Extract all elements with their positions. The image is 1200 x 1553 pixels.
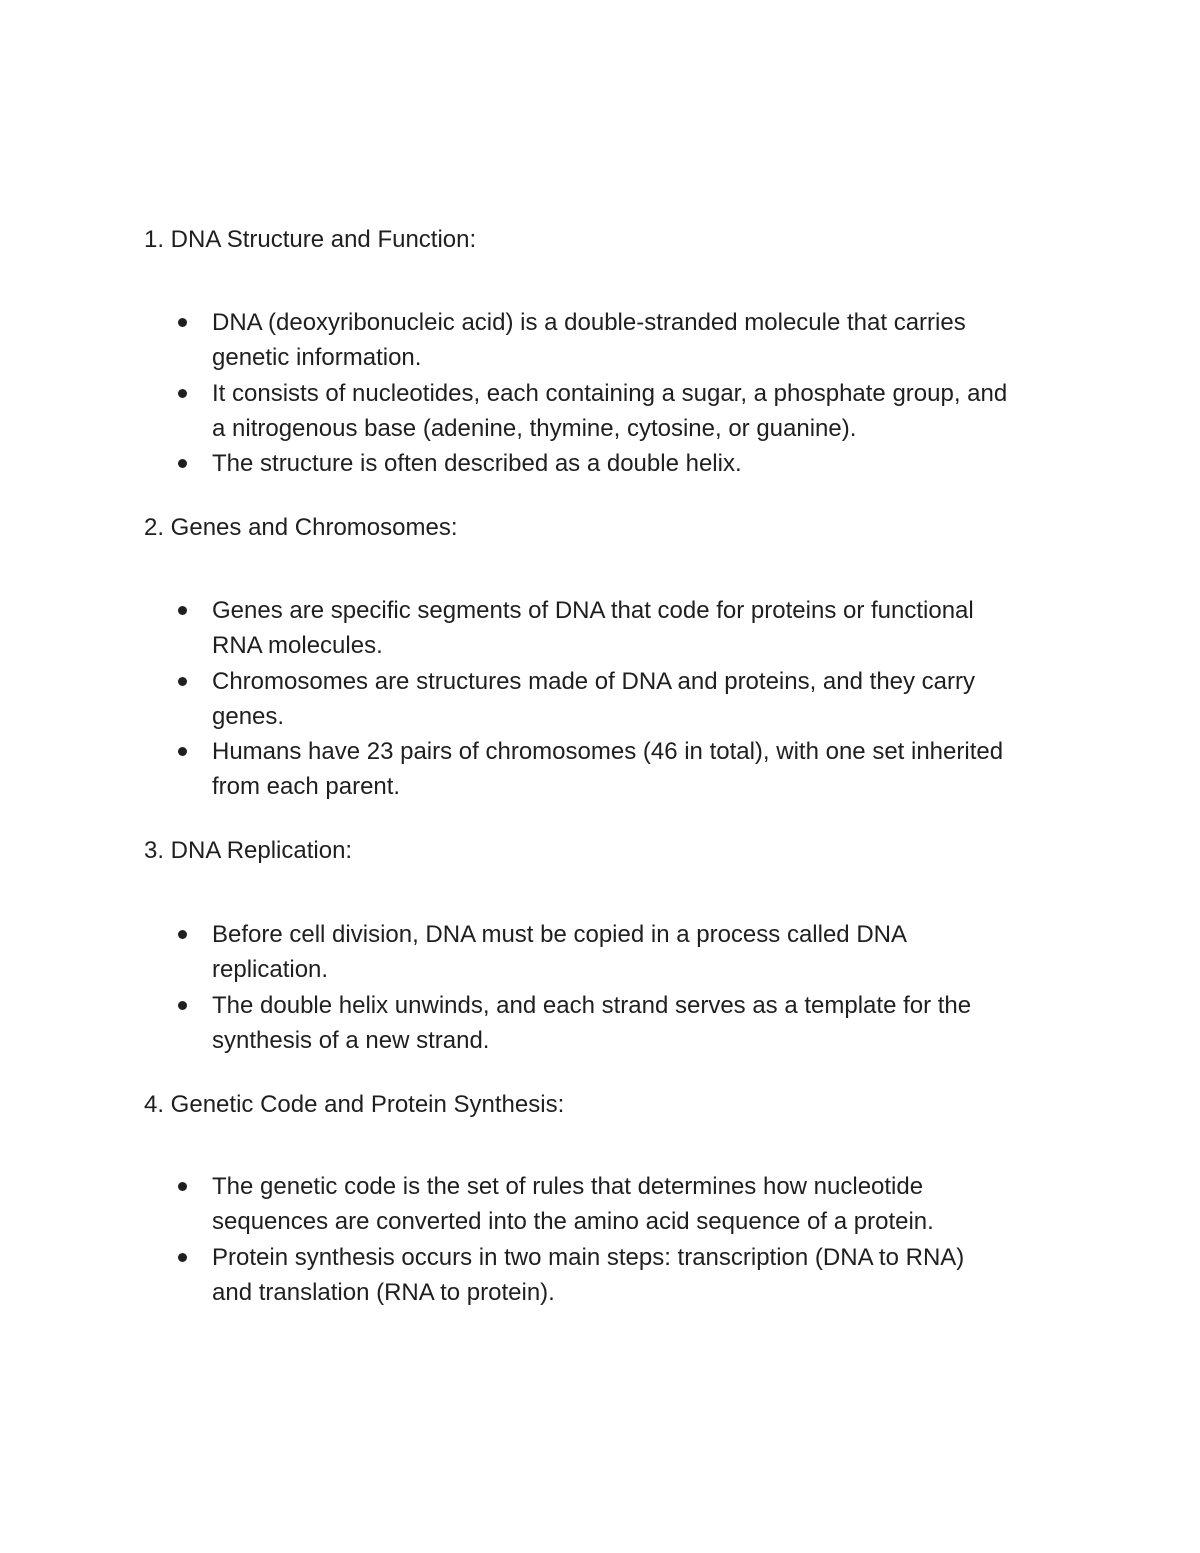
- bullet-line: genes.: [212, 702, 285, 730]
- section-heading: 3. DNA Replication:: [144, 837, 353, 864]
- bullet-list: [178, 593, 1078, 805]
- bullet-line: Protein synthesis occurs in two main steps: transcription (DNA to RNA): [212, 1243, 965, 1271]
- bullet-item: [178, 988, 1078, 1059]
- bullet-dot-icon: [178, 606, 187, 615]
- bullet-item: [178, 917, 1078, 988]
- bullet-line: The genetic code is the set of rules that determines how nucleotide: [212, 1173, 924, 1200]
- bullet-list: [178, 305, 1078, 481]
- section-heading: 2. Genes and Chromosomes:: [144, 514, 458, 541]
- bullet-item: [178, 446, 1078, 481]
- bullet-line: DNA (deoxyribonucleic acid) is a double-stranded molecule that carries: [212, 309, 966, 336]
- bullet-line: RNA molecules.: [212, 632, 383, 660]
- bullet-dot-icon: [178, 930, 187, 939]
- bullet-line: and translation (RNA to protein).: [212, 1278, 555, 1306]
- bullet-item: [178, 305, 1078, 376]
- bullet-line: The structure is often described as a double helix.: [212, 450, 742, 478]
- bullet-dot-icon: [178, 318, 187, 327]
- section-heading: 4. Genetic Code and Protein Synthesis:: [144, 1091, 565, 1118]
- bullet-line: synthesis of a new strand.: [212, 1026, 490, 1054]
- bullet-line: Humans have 23 pairs of chromosomes (46 in total), with one set inherited: [212, 738, 1004, 766]
- bullet-item: [178, 664, 1078, 735]
- bullet-dot-icon: [178, 1001, 187, 1010]
- bullet-line: genetic information.: [212, 344, 422, 372]
- bullet-line: sequences are converted into the amino acid sequence of a protein.: [212, 1208, 934, 1236]
- bullet-item: [178, 376, 1078, 447]
- bullet-item: [178, 1169, 1078, 1240]
- bullet-dot-icon: [178, 677, 187, 686]
- bullet-dot-icon: [178, 1182, 187, 1191]
- bullet-line: Before cell division, DNA must be copied in a process called DNA: [212, 921, 907, 948]
- bullet-dot-icon: [178, 747, 187, 756]
- bullet-line: a nitrogenous base (adenine, thymine, cytosine, or guanine).: [212, 414, 857, 442]
- bullet-line: It consists of nucleotides, each containing a sugar, a phosphate group, and: [212, 379, 1008, 407]
- bullet-dot-icon: [178, 459, 187, 468]
- bullet-line: Genes are specific segments of DNA that code for proteins or functional: [212, 597, 974, 624]
- bullet-list: [178, 1169, 1078, 1310]
- bullet-item: [178, 593, 1078, 664]
- bullet-dot-icon: [178, 389, 187, 398]
- bullet-item: [178, 734, 1078, 805]
- bullet-line: The double helix unwinds, and each strand serves as a template for the: [212, 991, 972, 1019]
- bullet-item: [178, 1240, 1078, 1311]
- bullet-line: replication.: [212, 956, 329, 984]
- bullet-line: Chromosomes are structures made of DNA and proteins, and they carry: [212, 667, 976, 695]
- bullet-list: [178, 917, 1078, 1058]
- bullet-line: from each parent.: [212, 773, 401, 801]
- section-heading: 1. DNA Structure and Function:: [144, 226, 477, 253]
- bullet-dot-icon: [178, 1253, 187, 1262]
